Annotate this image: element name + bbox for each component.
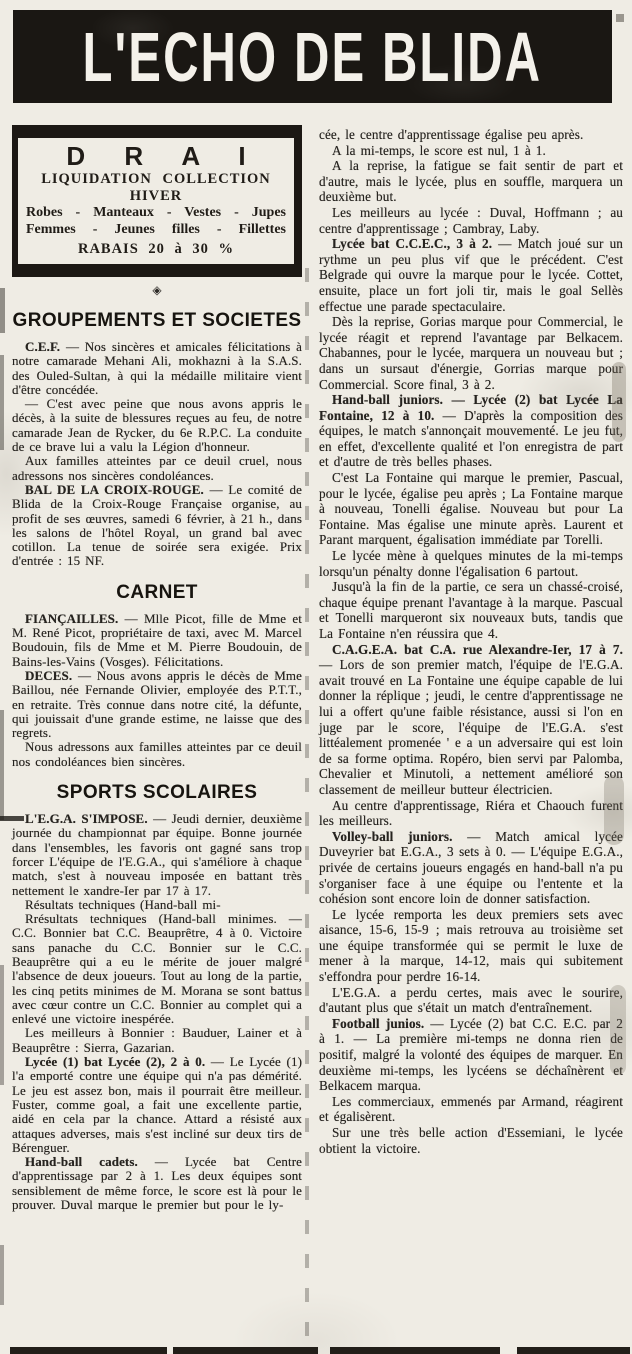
article-paragraph: A la mi-temps, le score est nul, 1 à 1. (332, 142, 546, 158)
article-paragraph: Lycée (1) bat Lycée (2), 2 à 0. — Le Lycée (1) l'a emporté contre une équipe qui n'a pas démérité. Le jeu est assez bon, mais il pourrait être meilleur. Fuster, comme goal, a fait une excellente partie, aidé en cela par la chance. Attard a résisté aux attaques adverses, mais s'est incliné sur deux tirs de Bérenguer. (12, 1054, 303, 1155)
paragraph-lead: BAL DE LA CROIX-ROUGE. (25, 481, 210, 497)
article-paragraph: C'est La Fontaine qui marque le premier, Pascual, pour le lycée, égalise peu après ; La Fontaine marque à nouveau, Tonelli égalise. Nouveau but pour La Fontaine. Mas égalise une minute après. Laurent et Parant marquent, égalisation immédiate par Torelli. (319, 470, 623, 548)
article-paragraph: Le lycée mène à quelques minutes de la mi-temps lorsqu'un pénalty donne l'égalisation 6 partout. (319, 548, 623, 579)
article-paragraph: Dès la reprise, Gorias marque pour Commercial, le lycée réagit et reprend l'avantage par Belkacem. Chabannes, pour le lycée, marquera un nouveau but ; dans un sursaut d'énergie, Gorrias marque pour Commercial. Score final, 3 à 2. (319, 314, 623, 392)
scan-artifact (173, 1347, 318, 1354)
masthead-banner (13, 10, 612, 103)
ad-items-line: Robes - Manteaux - Vestes - Jupes (26, 205, 286, 220)
ad-discount: RABAIS 20 à 30 % (77, 241, 235, 257)
paragraph-lead: Hand-ball cadets. (25, 1154, 155, 1170)
article-paragraph: Football junios. — Lycée (2) bat C.C. E.C. par 2 à 1. — La première mi-temps ne donna rien de positif, malgré la volonté des équipes de marquer. En deuxième mi-temps, les lycéens se déchaînèrent et Belkacem marqua. (319, 1015, 623, 1094)
paragraph-lead: C.A.G.E.A. bat C.A. rue Alexandre-Ier, 17 à 7. (332, 641, 623, 657)
right-column (319, 125, 623, 1156)
article-paragraph: Le lycée remporta les deux premiers sets avec aisance, 15-6, 15-9 ; mais retrouva au troisième set une équipe transformée qui se permit le luxe de mener à la marque, 14-12, mais qui subitement s'effondra pour perdre 16-14. (319, 906, 623, 985)
article-paragraph: L'E.G.A. S'IMPOSE. — Jeudi dernier, deuxième journée du championnat par équipe. Bonne journée dans l'ensembles, les favoris ont gagné sans trop forcer L'équipe de l'E.G.A., qui s'améliore à chaque match, s'est à nouveau imposée en battant très nettement le xandre-Ier par 17 à 17. (12, 811, 302, 898)
newspaper-page (0, 10, 632, 1354)
paragraph-lead: Lycée bat C.C.E.C., 3 à 2. (332, 236, 499, 252)
scan-artifact (10, 1347, 167, 1354)
drai-advertisement (12, 125, 302, 277)
ad-bottom-rule (12, 264, 302, 277)
article-paragraph: Résultats techniques (Hand-ball mi- (25, 896, 221, 912)
article-paragraph: L'E.G.A. a perdu certes, mais avec le sourire, d'autant plus que s'était un match d'entraînement. (319, 984, 623, 1016)
paragraph-lead: Lycée (1) bat Lycée (2), 2 à 0. (25, 1054, 211, 1070)
diamond-ornament-icon: ◈ (152, 283, 162, 297)
article-paragraph: Sur une très belle action d'Essemiani, le lycée obtient la victoire. (319, 1125, 623, 1156)
scan-artifact (330, 1347, 500, 1354)
scan-artifact (517, 1347, 630, 1354)
section-heading-carnet: CARNET (116, 581, 198, 603)
article-paragraph: DECES. — Nous avons appris le décès de Mme Baillou, née Fernande Olivier, employée des P.T.T., en retraite. Très connue dans notre cité, la défunte, qui jouissait d'une grande estime, ne laisse que des regrets. (12, 667, 302, 741)
article-paragraph: C.E.F. — Nos sincères et amicales félicitations à notre camarade Mehani Ali, mokhazni à la S.A.S. des Ouled-Sultan, à qui la médaille militaire vient d'être concédée. (12, 339, 302, 397)
article-paragraph: Les commerciaux, emmenés par Armand, réagirent et égalisèrent. (319, 1093, 623, 1125)
ad-title: D R A I (66, 141, 262, 171)
ad-items-line: Femmes - Jeunes filles - Fillettes (26, 221, 286, 237)
paragraph-lead: Football junios. (332, 1015, 431, 1031)
article-paragraph: cée, le centre d'apprentissage égalise peu après. (319, 127, 584, 142)
paragraph-lead: C.E.F. (25, 339, 66, 354)
article-paragraph: Volley-ball juniors. — Match amical lycée Duveyrier bat E.G.A., 3 sets à 0. — L'équipe E.G.A., privée de certains joueurs engagés en hand-ball n'a pu s'organiser face à une équipe ou l'entente et la cohésion sont encore loin de donner satisfaction. (319, 828, 623, 907)
ad-subtitle: LIQUIDATION COLLECTION HIVER (41, 171, 271, 204)
columns-container (0, 125, 632, 1212)
scan-artifact (0, 1245, 4, 1305)
article-paragraph: FIANÇAILLES. — Mlle Picot, fille de Mme et M. René Picot, propriétaire de taxi, avec M. Marcel Boudouin, fils de Mme et M. Pierre Boudouin, de Bains-les-Vains (Vosges). Félicitations. (12, 610, 302, 669)
ad-box (12, 138, 302, 264)
article-paragraph: Les meilleurs à Bonnier : Bauduer, Lainer et à Beauprêtre : Sierra, Gazarian. (12, 1025, 302, 1055)
paragraph-lead: DECES. (25, 667, 79, 683)
newspaper-title: L'ECHO DE BLIDA (82, 17, 543, 96)
article-paragraph: Au centre d'apprentissage, Riéra et Chaouch furent les meilleurs. (319, 797, 623, 829)
article-paragraph: A la reprise, la fatigue se fait sentir de part et d'autre, mais le lycée, plus en souffle, marquera un deuxième but. (319, 158, 623, 205)
paragraph-lead: L'E.G.A. S'IMPOSE. (25, 811, 154, 827)
scan-artifact (616, 14, 624, 22)
paragraph-lead: FIANÇAILLES. (25, 610, 125, 626)
left-column-articles (12, 310, 302, 1212)
paragraph-lead: Hand-ball juniors. — Lycée (2) bat Lycée La Fontaine, 12 à 10. (319, 392, 623, 423)
article-paragraph: Nous adressons aux familles atteintes par ce deuil nos condoléances bien sincères. (12, 739, 302, 769)
article-paragraph: Les meilleurs au lycée : Duval, Hoffmann ; au centre d'apprentissage ; Cambray, Laby. (319, 204, 623, 236)
article-paragraph: BAL DE LA CROIX-ROUGE. — Le comité de Blida de la Croix-Rouge Française organise, au profit de ses œuvres, samedi 6 février, à 21 h., dans les salons de l'hôtel Royal, un grand bal avec cotillon. La tenue de soirée sera exigée. Prix d'entrée : 15 NF. (12, 481, 303, 569)
article-paragraph: Aux familles atteintes par ce deuil cruel, nous adressons nos sincères condoléances. (12, 453, 302, 483)
article-paragraph: Rrésultats techniques (Hand-ball minimes. — C.C. Bonnier bat C.C. Beauprêtre, 4 à 0. Victoire sans panache du C.C. Bonnier sur le C.C. Beauprêtre qui a eu le mérite de jouer malgré l'absence de deux joueurs. Tout au long de la partie, les cinq petits minimes de M. Morana se sont battus avec cœur contre un C.C. Bonnier au complet qui a enlevé une victoire inespérée. (12, 911, 302, 1027)
ad-top-rule (12, 125, 302, 138)
article-paragraph: Hand-ball juniors. — Lycée (2) bat Lycée La Fontaine, 12 à 10. — D'après la composition des équipes, le match s'annonçait mouvementé. Le jeu fut, en effet, d'excellente qualité et l'on enregistra de part et d'autre de très belles phases. (319, 392, 623, 470)
article-paragraph: Jusqu'à la fin de la partie, ce sera un chassé-croisé, chaque équipe prenant l'avantage à la marque. Pascual et Tonelli marqueront six nouveaux buts, tandis que La Fontaine n'en réussira que 4. (319, 579, 623, 641)
paragraph-lead: Volley-ball juniors. (332, 828, 468, 844)
section-heading-sports-scolaires: SPORTS SCOLAIRES (56, 782, 258, 804)
article-paragraph: C.A.G.E.A. bat C.A. rue Alexandre-Ier, 17 à 7. — Lors de son premier match, l'équipe de l'E.G.A. avait trouvé en La Fontaine une équipe capable de lui donner la réplique ; jeudi, le centre d'apprentissage ne lui a offert qu'une faible résistance, aussi si l'on en juge par le score, l'équipe de l'E.G.A. s'est littéalement promenée ' e a un adversaire qui est loin de sa forme optima. Ropéro, bien servi par Palomba, Chevalier et Minutoli, a nettement amélioré son classement de meilleur butteur électricien. (319, 641, 623, 797)
section-heading-groupements-et-societes: GROUPEMENTS ET SOCIETES (12, 310, 302, 331)
article-paragraph: Lycée bat C.C.E.C., 3 à 2. — Match joué sur un rythme un peu plus vif que le précédent. C'est Belgrade qui ouvre la marque pour le lycée. Cottet, ensuite, place un fort joli tir, mais le goal Sellès effectue une parade spectaculaire. (319, 236, 624, 314)
article-paragraph: — C'est avec peine que nous avons appris le décès, à la suite de blessures reçues au feu, de notre camarade Jean de Rycker, du 6e R.P.C. La conduite de ce brave lui a valu la Légion d'honneur. (12, 396, 302, 455)
left-column (12, 125, 302, 1212)
article-paragraph: Hand-ball cadets. — Lycée bat Centre d'apprentissage par 2 à 1. Les deux équipes sont sensiblement de même force, le score est là pour le prouver. Duval marque le premier but pour le ly- (12, 1154, 302, 1213)
